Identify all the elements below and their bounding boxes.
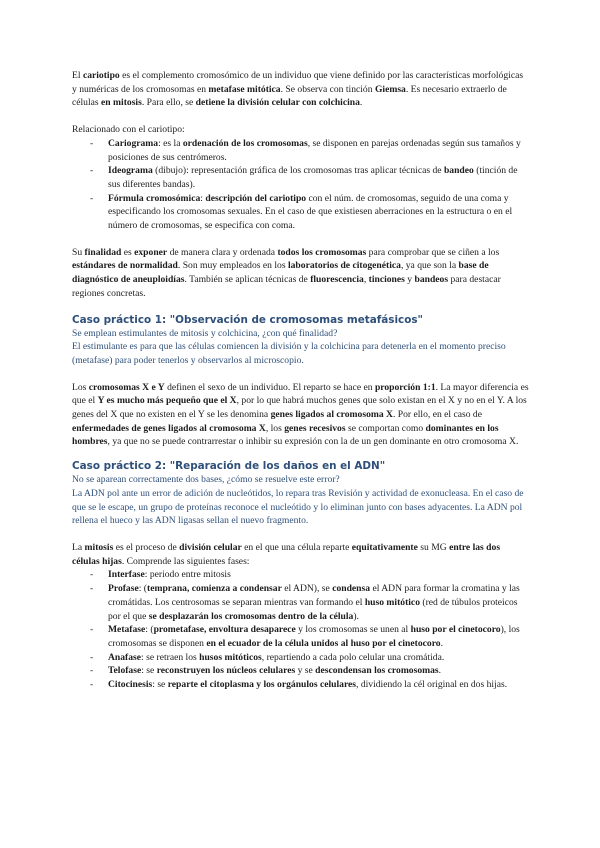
text-run: y los cromosomas se unen al bbox=[295, 624, 411, 636]
text-run: . Por ello, en el caso de bbox=[392, 409, 482, 421]
case1-answer: El estimulante es para que las células comiencen la división y la colchicina para detenerla en el momento preciso (metafase) para poder tenerlos y observarlos al microscopio. bbox=[72, 341, 506, 366]
text-run: para destacar regiones concretas. bbox=[72, 274, 501, 299]
case2-question: No se aparean correctamente dos bases, ¿cómo se resuelve este error? bbox=[72, 474, 340, 486]
bold-term: exponer bbox=[134, 246, 168, 258]
bold-term: Y es mucho más pequeño que el X bbox=[97, 395, 237, 407]
bold-term: Telofase bbox=[108, 665, 142, 677]
text-run: : periodo entre mitosis bbox=[144, 569, 231, 581]
bold-term: Cariograma bbox=[108, 137, 159, 149]
text-run: : ( bbox=[145, 624, 154, 636]
mitosis-paragraph bbox=[72, 541, 530, 568]
text-run: es bbox=[121, 246, 135, 258]
bold-term: reconstruyen los núcleos celulares bbox=[156, 665, 296, 677]
bold-term: equitativamente bbox=[351, 541, 418, 553]
text-run: (tinción de sus diferentes bandas). bbox=[108, 165, 518, 190]
bold-term: bandeo bbox=[443, 165, 474, 177]
list-item bbox=[108, 664, 530, 678]
related-heading bbox=[72, 123, 530, 137]
text-run: , repartiendo a cada polo celular una cromátida. bbox=[261, 651, 445, 663]
text-run: para comprobar que se ciñen a los bbox=[366, 246, 500, 258]
text-run: , se disponen en parejas ordenadas según sus tamaños y posiciones de sus centrómeros. bbox=[108, 137, 521, 163]
text-run: , los bbox=[265, 422, 285, 434]
text-run: . bbox=[440, 637, 443, 649]
text-run: (dibujo): representación gráfica de los cromosomas tras aplicar técnicas de bbox=[152, 165, 444, 177]
list-item bbox=[108, 582, 530, 623]
text-run: , ya que son la bbox=[400, 260, 459, 272]
bold-term: se desplazarán los cromosomas dentro de la célula bbox=[148, 610, 354, 622]
sex-chromosomes-paragraph bbox=[72, 381, 530, 450]
text-run: : se bbox=[152, 679, 168, 691]
bold-term: Citocinesis bbox=[108, 679, 153, 691]
text-run: . bbox=[438, 665, 442, 677]
bold-term: proporción 1:1 bbox=[374, 381, 436, 393]
text-run: : se bbox=[141, 665, 157, 677]
bold-term: temprana, comienza a condensar bbox=[147, 583, 282, 595]
text-run: . Comprende las siguientes fases: bbox=[121, 555, 250, 567]
bold-term: Ideograma bbox=[108, 165, 153, 177]
intro-paragraph bbox=[72, 69, 530, 110]
text-run: de manera clara y ordenada bbox=[167, 246, 278, 258]
text-run: : bbox=[200, 192, 206, 204]
text-run: . La mayor diferencia es que el bbox=[72, 381, 529, 407]
text-run: . Se observa con tinción bbox=[280, 83, 375, 95]
list-item bbox=[108, 192, 530, 233]
bold-term: Interfase bbox=[108, 569, 145, 581]
text-run: : ( bbox=[138, 583, 147, 595]
bold-term: prometafase, envoltura desaparece bbox=[153, 624, 296, 636]
bold-term: Profase bbox=[108, 583, 139, 595]
bold-term: estándares de normalidad bbox=[72, 260, 178, 272]
text-run: se comportan como bbox=[345, 422, 426, 434]
text-run: el ADN), se bbox=[281, 583, 333, 595]
text-run: y bbox=[404, 274, 415, 286]
text-run: , bbox=[363, 274, 369, 286]
text-run: ), los cromosomas se disponen bbox=[108, 624, 520, 649]
bold-term: fluorescencia bbox=[310, 274, 364, 286]
text-run: su MG bbox=[417, 541, 450, 553]
list-item bbox=[108, 568, 530, 582]
bold-term: condensa bbox=[332, 583, 371, 595]
text-run: en el que una célula reparte bbox=[241, 541, 352, 553]
bold-term: todos los cromosomas bbox=[277, 246, 367, 258]
bold-term: finalidad bbox=[84, 246, 122, 258]
text-run: . Para ello, se bbox=[141, 97, 196, 109]
bold-term: huso por el cinetocoro bbox=[410, 624, 501, 636]
bold-term: bandeos bbox=[414, 274, 449, 286]
bold-term: descondensan los cromosomas bbox=[315, 665, 439, 677]
text-run: : es la bbox=[158, 137, 183, 149]
case1-question: Se emplean estimulantes de mitosis y colchicina, ¿con qué finalidad? bbox=[72, 327, 338, 339]
text-run: , dividiendo la cél original en dos hijas. bbox=[356, 679, 508, 691]
bold-term: genes recesivos bbox=[284, 422, 346, 434]
bold-term: Fórmula cromosómica bbox=[108, 192, 201, 204]
text-run: La bbox=[72, 541, 85, 553]
bold-term: Giemsa bbox=[374, 83, 406, 95]
bold-term: descripción del cariotipo bbox=[205, 192, 307, 204]
bold-term: base de diagnóstico de aneuploidías bbox=[72, 260, 489, 286]
case2-title: Caso práctico 2: "Reparación de los daños en el ADN" bbox=[72, 460, 386, 473]
list-item bbox=[108, 678, 530, 692]
bold-term: ordenación de los cromosomas bbox=[182, 137, 308, 149]
text-run: . Son muy empleados en los bbox=[177, 260, 288, 272]
bold-term: huso mitótico bbox=[364, 596, 420, 608]
list-item bbox=[108, 623, 530, 650]
text-run: , ya que no se puede contrarrestar o inhibir su expresión con la de un gen dominante en otro cromosoma X. bbox=[107, 436, 519, 448]
bold-term: detiene la división celular con colchicina bbox=[195, 97, 360, 109]
text-run: ). bbox=[353, 610, 359, 622]
bold-term: Anafase bbox=[108, 651, 142, 663]
text-run: (red de túbulos proteicos por el que bbox=[108, 596, 518, 622]
mitosis-phases-list bbox=[72, 568, 530, 691]
bold-term: husos mitóticos bbox=[199, 651, 262, 663]
text-run: . Es necesario extraerlo de células bbox=[72, 83, 507, 109]
text-run: Relacionado con el cariotipo: bbox=[72, 124, 185, 136]
text-run: : se retraen los bbox=[141, 651, 200, 663]
text-run: definen el sexo de un individuo. El reparto se hace en bbox=[164, 381, 375, 393]
text-run: es el complemento cromosómico de un individuo que viene definido por las características morfológicas y numéricas de los cromosomas en bbox=[72, 70, 524, 95]
bold-term: reparte el citoplasma y los orgánulos celulares bbox=[167, 679, 357, 691]
text-run: . También se aplican técnicas de bbox=[184, 274, 311, 286]
case1-title: Caso práctico 1: "Observación de cromosomas metafásicos" bbox=[72, 313, 423, 326]
text-run: . bbox=[359, 97, 363, 109]
text-run: y se bbox=[295, 665, 316, 677]
list-item bbox=[108, 651, 530, 665]
bold-term: cromosomas X e Y bbox=[88, 381, 165, 393]
text-run: Su bbox=[72, 246, 85, 258]
bold-term: enfermedades de genes ligados al cromosoma X bbox=[72, 422, 266, 434]
text-run: es el proceso de bbox=[113, 541, 180, 553]
bold-term: tinciones bbox=[368, 274, 405, 286]
bold-term: dominantes en los hombres bbox=[72, 422, 499, 448]
case2-answer: La ADN pol ante un error de adición de nucleótidos, lo repara tras Revisión y actividad de exonucleasa. En el caso de que se le escape, un grupo de proteínas reconoce el nucleótido y lo eliminan junto con bases adyacentes. La ADN pol rellena el hueco y las ADN ligasas sellan el nuevo fragmento. bbox=[72, 487, 524, 527]
text-run: Los bbox=[72, 381, 89, 393]
text-run: el ADN para formar la cromatina y las cromátidas. Los centrosomas se separan mientras van formando el bbox=[108, 583, 520, 608]
bold-term: cariotipo bbox=[82, 70, 120, 81]
bold-term: metafase mitótica bbox=[208, 83, 281, 95]
bold-term: en el ecuador de la célula unidos al huso por el cinetocoro bbox=[206, 637, 441, 649]
text-run: con el núm. de cromosomas, seguido de una coma y especificando los cromosomas sexuales. En el caso de que existiesen aberraciones en la estructura o en el número de cromosomas, se especifica con coma. bbox=[108, 192, 513, 232]
bold-term: mitosis bbox=[84, 541, 114, 553]
list-item bbox=[108, 164, 530, 191]
bold-term: entre las dos células hijas bbox=[72, 541, 501, 567]
bold-term: en mitosis bbox=[101, 97, 142, 109]
bold-term: genes ligados al cromosoma X bbox=[270, 409, 393, 421]
purpose-paragraph bbox=[72, 246, 530, 301]
related-list bbox=[72, 137, 530, 233]
text-run: , por lo que habrá muchos genes que solo existan en el X y no en el Y. A los genes del X que no existen en el Y se les denomina bbox=[72, 395, 527, 421]
list-item bbox=[108, 137, 530, 164]
bold-term: Metafase bbox=[108, 624, 146, 636]
text-run: El bbox=[72, 70, 83, 81]
bold-term: división celular bbox=[179, 541, 242, 553]
bold-term: laboratorios de citogenética bbox=[287, 260, 401, 272]
